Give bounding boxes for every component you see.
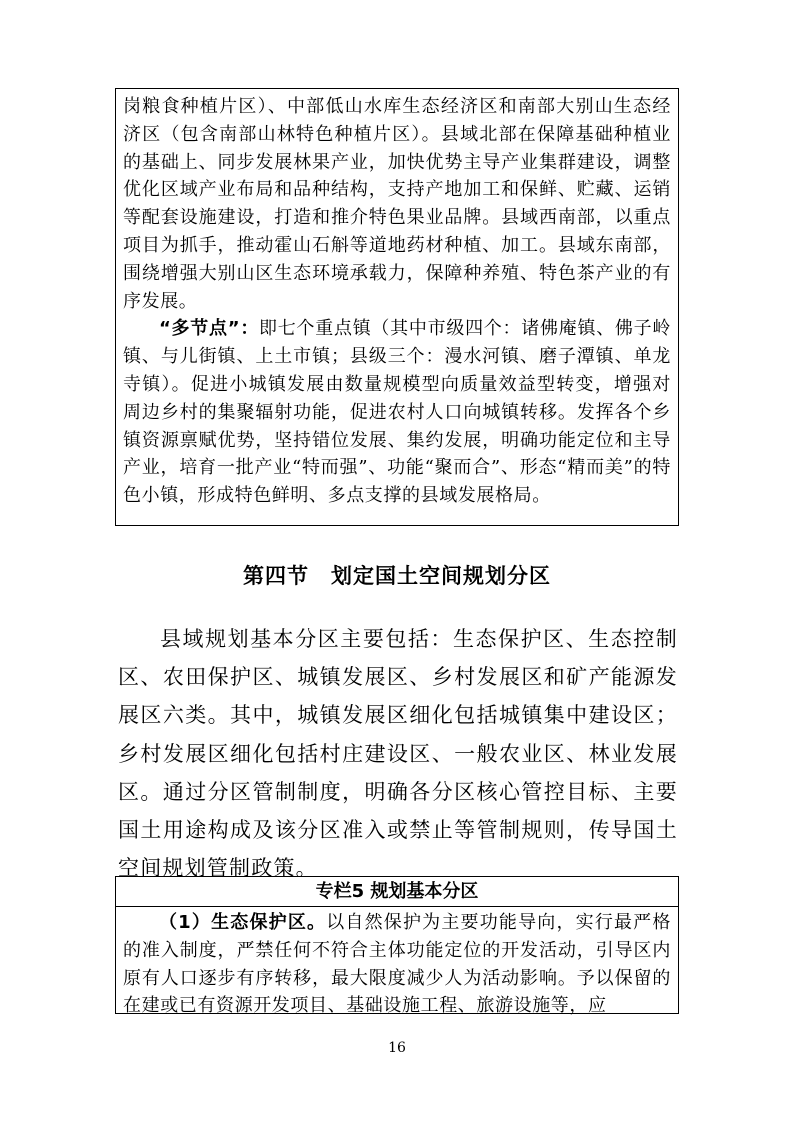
eco-protection-text: 以自然保护为主要功能导向，实行最严格的准入制度，严禁任何不符合主体功能定位的开发活动，引导区内原有人口逐步有序转移，最大限度减少人为活动影响。予以保留的在建或已有资源开发项目、基础设施工程、旅游设施等，应 xyxy=(123,912,671,1017)
multi-node-heading: “多节点”： xyxy=(159,318,260,340)
top-box-paragraph-1: 岗粮食种植片区）、中部低山水库生态经济区和南部大别山生态经济区（包含南部山林特色种植片区）。县域北部在保障基础种植业的基础上、同步发展林果产业，加快优势主导产业集群建设，调整优化区域产业布局和品种结构，支持产地加工和保鲜、贮藏、运销等配套设施建设，打造和推介特色果业品牌。县域西南部，以重点项目为抓手，推动霍山石斛等道地药材种植、加工。县域东南部，围绕增强大别山区生态环境承载力，保障种养殖、特色茶产业的有序发展。 xyxy=(123,96,671,312)
column-box-item xyxy=(123,909,671,1020)
top-text-box xyxy=(115,88,679,526)
multi-node-text: 即七个重点镇（其中市级四个：诸佛庵镇、佛子岭镇、与儿街镇、上土市镇；县级三个：漫水河镇、磨子潭镇、单龙寺镇）。促进小城镇发展由数量规模型向质量效益型转变，增强对周边乡村的集聚辐射功能，促进农村人口向城镇转移。发挥各个乡镇资源禀赋优势，坚持错位发展、集约发展，明确功能定位和主导产业，培育一批产业“特而强”、功能“聚而合”、形态“精而美”的特色小镇，形成特色鲜明、多点支撑的县域发展格局。 xyxy=(123,318,671,507)
page-number: 16 xyxy=(388,1040,406,1056)
column-box-header: 专栏5 规划基本分区 xyxy=(116,877,678,907)
top-box-paragraph-2 xyxy=(123,315,671,510)
eco-protection-heading: （1）生态保护区。 xyxy=(159,912,327,933)
column-box xyxy=(115,876,679,1017)
section-title: 第四节 划定国土空间规划分区 xyxy=(243,564,551,588)
body-paragraph: 县域规划基本分区主要包括：生态保护区、生态控制区、农田保护区、城镇发展区、乡村发展区和矿产能源发展区六类。其中，城镇发展区细化包括城镇集中建设区；乡村发展区细化包括村庄建设区、一般农业区、林业发展区。通过分区管制制度，明确各分区核心管控目标、主要国土用途构成及该分区准入或禁止等管制规则，传导国土空间规划管制政策。 xyxy=(118,627,678,881)
